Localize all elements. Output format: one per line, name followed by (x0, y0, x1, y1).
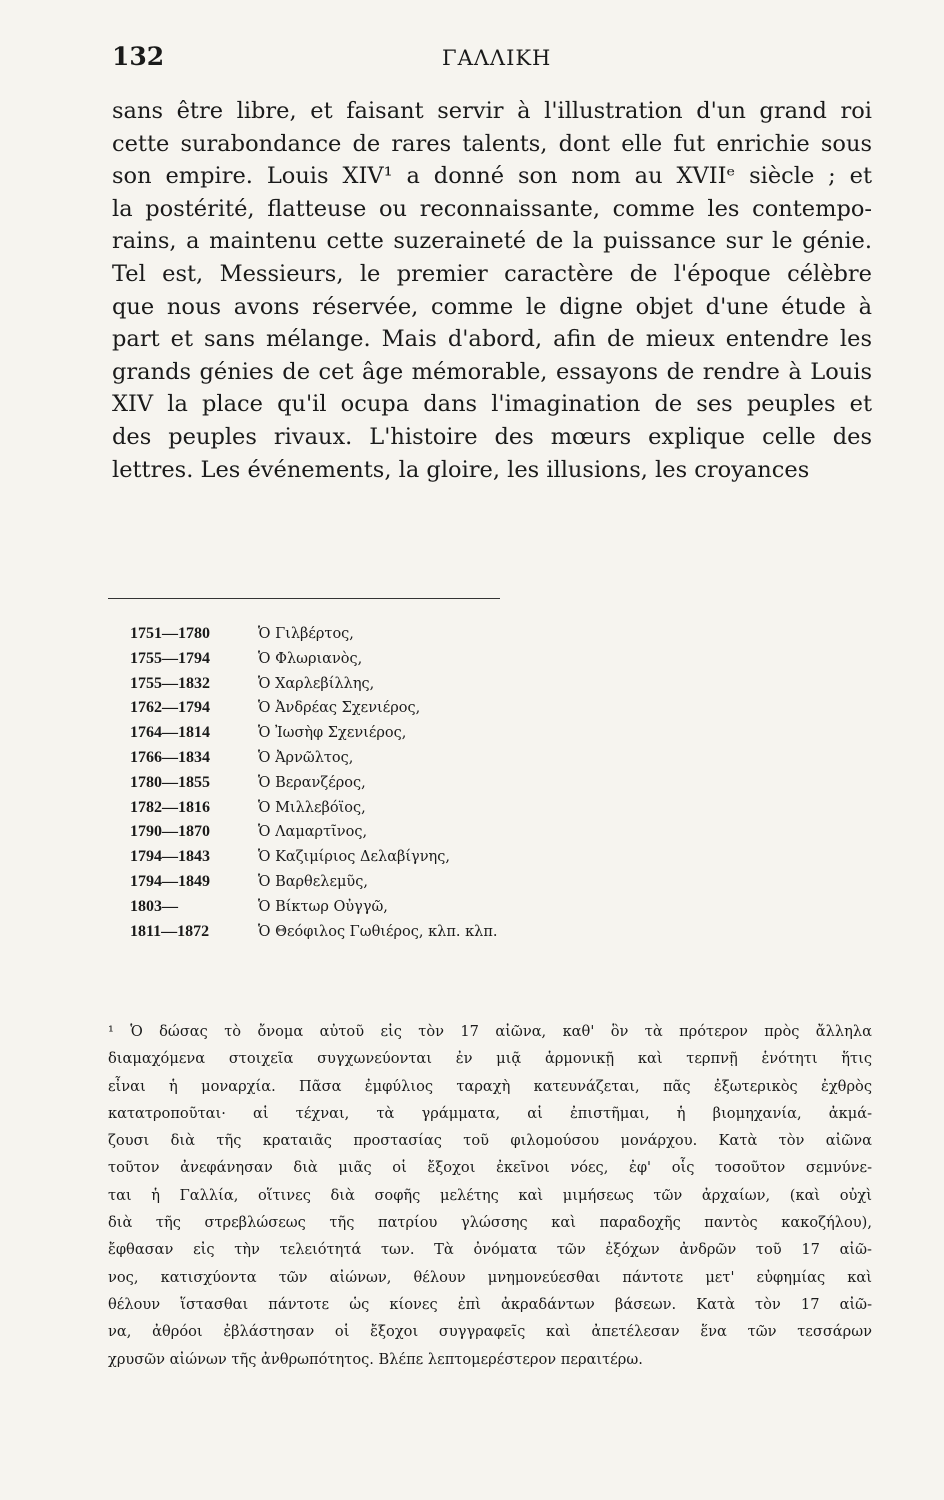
author-name: Ὁ Μιλλεβόϊος, (258, 799, 366, 816)
running-head: ΓΑΛΛΙΚΗ (442, 46, 552, 70)
author-name: Ὁ Λαμαρτῖνος, (258, 824, 368, 841)
author-entry (130, 696, 870, 721)
page-number: 132 (112, 42, 165, 71)
author-name: Ὁ Φλωριανὸς, (258, 650, 363, 667)
author-name: Ὁ Θεόφιλος Γωθιέρος, κλπ. κλπ. (258, 923, 498, 940)
author-entry (130, 771, 870, 796)
footnote-line: εἶναι ἡ μοναρχία. Πᾶσα ἐμφύλιος ταραχὴ κατευνάζεται, πᾶς ἐξωτερικὸς ἐχθρὸς (108, 1077, 872, 1095)
footnote-line: τοῦτον ἀνεφάνησαν διὰ μιᾶς οἱ ἔξοχοι ἐκεῖνοι νόες, ἐφ' οἷς τοσοῦτον σεμνύνε- (108, 1159, 872, 1177)
author-entry (130, 746, 870, 771)
text-line: Tel est, Messieurs, le premier caractère de l'époque célèbre (112, 260, 872, 287)
footnote-line: διὰ τῆς στρεβλώσεως τῆς πατρίου γλώσσης καὶ παραδοχῆς παντὸς κακοζήλου), (108, 1214, 872, 1232)
author-dates: 1751—1780 (130, 625, 210, 642)
author-name: Ὁ Ἰωσὴφ Σχενιέρος, (258, 725, 407, 742)
author-entry (130, 820, 870, 845)
footnote-line: ται ἡ Γαλλία, οἵτινες διὰ σοφῆς μελέτης καὶ μιμήσεως τῶν ἀρχαίων, (καὶ οὐχὶ (108, 1186, 872, 1204)
text-line: la postérité, flatteuse ou reconnaissante, comme les contempo- (112, 195, 872, 222)
authors-list (130, 622, 870, 944)
author-entry (130, 895, 870, 920)
author-name: Ὁ Βερανζέρος, (258, 774, 366, 791)
author-dates: 1764—1814 (130, 724, 210, 742)
text-line: part et sans mélange. Mais d'abord, afin de mieux entendre les (112, 326, 872, 353)
text-line: cette surabondance de rares talents, dont elle fut enrichie sous (112, 130, 872, 157)
footnote-line: θέλουν ἵστασθαι πάντοτε ὡς κίονες ἐπὶ ἀκραδάντων βάσεων. Κατὰ τὸν 17 αἰῶ- (108, 1295, 872, 1313)
author-entry (130, 721, 870, 746)
footnote-line: ¹ Ὁ δώσας τὸ ὄνομα αὐτοῦ εἰς τὸν 17 αἰῶνα, καθ' ὃν τὰ πρότερον πρὸς ἄλληλα (108, 1023, 872, 1040)
author-dates: 1766—1834 (130, 748, 210, 766)
author-entry (130, 870, 870, 895)
author-dates: 1782—1816 (130, 798, 210, 816)
author-entry (130, 647, 870, 672)
footnote-line: ζουσι διὰ τῆς κραταιᾶς προστασίας τοῦ φιλομούσου μονάρχου. Κατὰ τὸν αἰῶνα (108, 1132, 872, 1150)
author-dates: 1794—1849 (130, 872, 210, 890)
text-line: lettres. Les événements, la gloire, les illusions, les croyances (112, 456, 810, 483)
author-entry (130, 672, 870, 697)
author-entry (130, 845, 870, 870)
text-line: XIV la place qu'il ocupa dans l'imagination de ses peuples et (112, 391, 872, 418)
footnote-line: νος, κατισχύοντα τῶν αἰώνων, θέλουν μνημονεύεσθαι πάντοτε μετ' εὐφημίας καὶ (108, 1268, 872, 1286)
footnote-line: ἔφθασαν εἰς τὴν τελειότητά των. Τὰ ὀνόματα τῶν ἐξόχων ἀνδρῶν τοῦ 17 αἰῶ- (108, 1241, 872, 1259)
author-dates: 1811—1872 (130, 922, 210, 940)
footnote-line: κατατροποῦται· αἱ τέχναι, τὰ γράμματα, αἱ ἐπιστῆμαι, ἡ βιομηχανία, ἀκμά- (108, 1104, 872, 1122)
author-dates: 1803— (130, 897, 178, 915)
footnote-line: διαμαχόμενα στοιχεῖα συγχωνεύονται ἐν μιᾷ ἁρμονικῇ καὶ τερπνῇ ἑνότητι ἥτις (108, 1050, 872, 1068)
author-name: Ὁ Χαρλεβίλλης, (258, 675, 375, 692)
author-dates: 1780—1855 (130, 773, 210, 791)
text-line: rains, a maintenu cette suzeraineté de la puissance sur le génie. (112, 228, 872, 255)
author-dates: 1794—1843 (130, 848, 210, 866)
footnote-divider (108, 598, 500, 599)
author-dates: 1755—1832 (130, 674, 210, 692)
author-name: Ὁ Ἀρνῶλτος, (258, 749, 354, 766)
text-line: sans être libre, et faisant servir à l'illustration d'un grand roi (112, 98, 872, 124)
author-dates: 1762—1794 (130, 699, 210, 717)
page-header (112, 42, 872, 82)
author-dates: 1755—1794 (130, 649, 210, 667)
author-name: Ὁ Καζιμίριος Δελαβίγνης, (258, 849, 450, 866)
author-dates: 1790—1870 (130, 823, 210, 841)
text-line: son empire. Louis XIV¹ a donné son nom au XVIIᵉ siècle ; et (112, 163, 872, 190)
author-entry (130, 622, 870, 647)
author-name: Ὁ Ἀνδρέας Σχενιέρος, (258, 700, 421, 717)
footnote-line: να, ἀθρόοι ἐβλάστησαν οἱ ἔξοχοι συγγραφεῖς καὶ ἀπετέλεσαν ἕνα τῶν τεσσάρων (108, 1323, 872, 1341)
author-entry (130, 796, 870, 821)
text-line: des peuples rivaux. L'histoire des mœurs explique celle des (112, 423, 872, 450)
author-name: Ὁ Βίκτωρ Οὐγγῶ, (258, 898, 388, 915)
author-name: Ὁ Γιλβέρτος, (258, 626, 354, 642)
author-name: Ὁ Βαρθελεμῦς, (258, 873, 368, 890)
main-text (112, 95, 872, 486)
footnote (108, 1018, 872, 1373)
footnote-line: χρυσῶν αἰώνων τῆς ἀνθρωπότητος. Βλέπε λεπτομερέστερον περαιτέρω. (108, 1350, 643, 1368)
author-entry (130, 920, 870, 945)
text-line: grands génies de cet âge mémorable, essayons de rendre à Louis (112, 358, 872, 385)
text-line: que nous avons réservée, comme le digne objet d'une étude à (112, 293, 872, 320)
